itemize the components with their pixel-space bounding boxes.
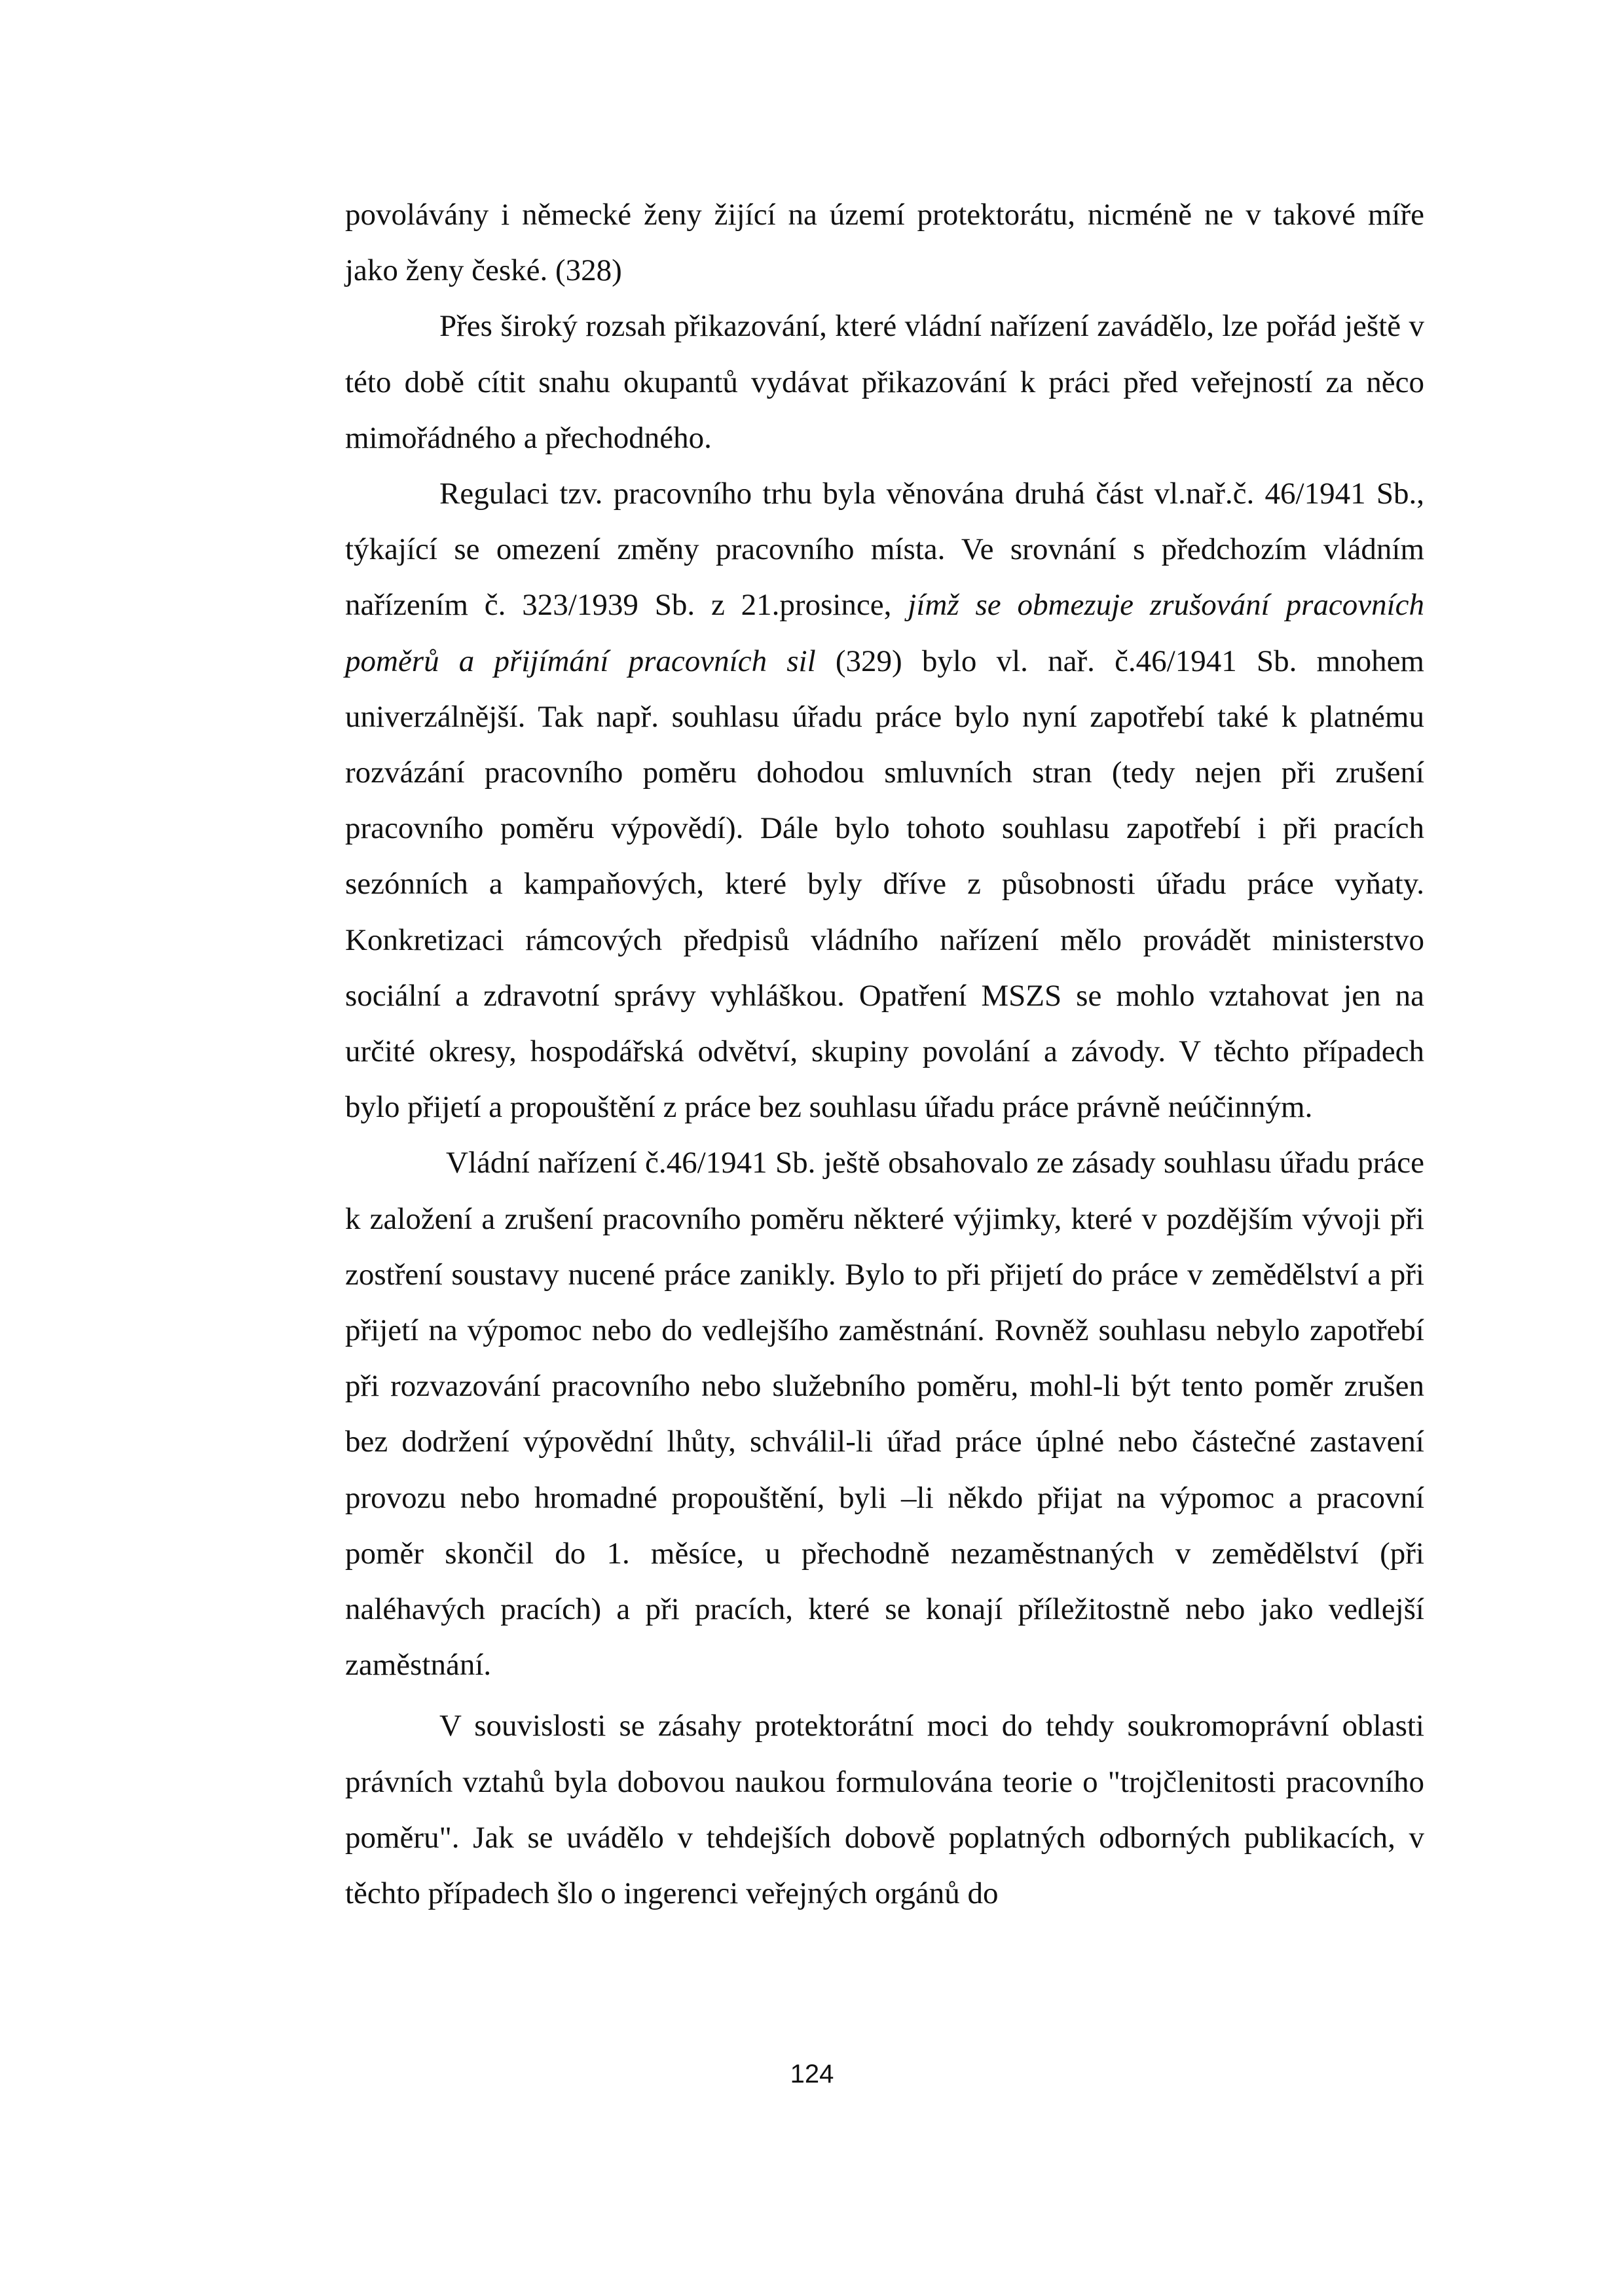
body-text (345, 187, 1424, 1922)
paragraph-1 (345, 187, 1424, 299)
paragraph-3 (345, 466, 1424, 1135)
page-number: 124 (790, 2060, 834, 2088)
paragraph-3-text-b: (329) bylo vl. nař. č.46/1941 Sb. mnohem univerzálnější. Tak např. souhlasu úřadu práce bylo nyní zapotřebí také k platnému rozvázání pracovního poměru dohodou smluvních stran (tedy nejen při zrušení pracovního poměru výpovědí). Dále bylo tohoto souhlasu zapotřebí i při pracích sezónních a kampaňových, které byly dříve z působnosti úřadu práce vyňaty. Konkretizaci rámcových předpisů vládního nařízení mělo provádět ministerstvo sociální a zdravotní správy vyhláškou. Opatření MSZS se mohlo vztahovat jen na určité okresy, hospodářská odvětví, skupiny povolání a závody. V těchto případech bylo přijetí a propouštění z práce bez souhlasu úřadu práce právně neúčinným. (345, 644, 1424, 1125)
paragraph-4-text: Vládní nařízení č.46/1941 Sb. ještě obsahovalo ze zásady souhlasu úřadu práce k založení a zrušení pracovního poměru některé výjimky, které v pozdějším vývoji při zostření soustavy nucené práce zanikly. Bylo to při přijetí do práce v zemědělství a při přijetí na výpomoc nebo do vedlejšího zaměstnání. Rovněž souhlasu nebylo zapotřebí při rozvazování pracovního nebo služebního poměru, mohl-li být tento poměr zrušen bez dodržení výpovědní lhůty, schválil-li úřad práce úplné nebo částečné zastavení provozu nebo hromadné propouštění, byli –li někdo přijat na výpomoc a pracovní poměr skončil do 1. měsíce, u přechodně nezaměstnaných v zemědělství (při naléhavých pracích) a při pracích, které se konají příležitostně nebo jako vedlejší zaměstnání. (345, 1146, 1424, 1683)
paragraph-4 (345, 1135, 1424, 1693)
paragraph-3-text-a: Regulaci tzv. pracovního trhu byla věnována druhá část vl.nař.č. 46/1941 Sb., týkající se omezení změny pracovního místa. Ve srovnání s předchozím vládním nařízením č. 323/1939 Sb. z 21.prosince, (345, 477, 1424, 623)
paragraph-2 (345, 299, 1424, 466)
paragraph-2-text: Přes široký rozsah přikazování, které vládní nařízení zavádělo, lze pořád ještě v této době cítit snahu okupantů vydávat přikazování k práci před veřejností za něco mimořádného a přechodného. (345, 309, 1424, 455)
paragraph-1-text: povolávány i německé ženy žijící na území protektorátu, nicméně ne v takové míře jako ženy české. (328) (345, 198, 1424, 288)
paragraph-5 (345, 1698, 1424, 1922)
paragraph-3-italic-title: jímž se obmezuje zrušování pracovních poměrů a přijímání pracovních sil (345, 588, 1424, 678)
paragraph-5-text: V souvislosti se zásahy protektorátní moci do tehdy soukromoprávní oblasti právních vztahů byla dobovou naukou formulována teorie o "trojčlenitosti pracovního poměru". Jak se uvádělo v tehdejších dobově poplatných odborných publikacích, v těchto případech šlo o ingerenci veřejných orgánů do (345, 1709, 1424, 1911)
